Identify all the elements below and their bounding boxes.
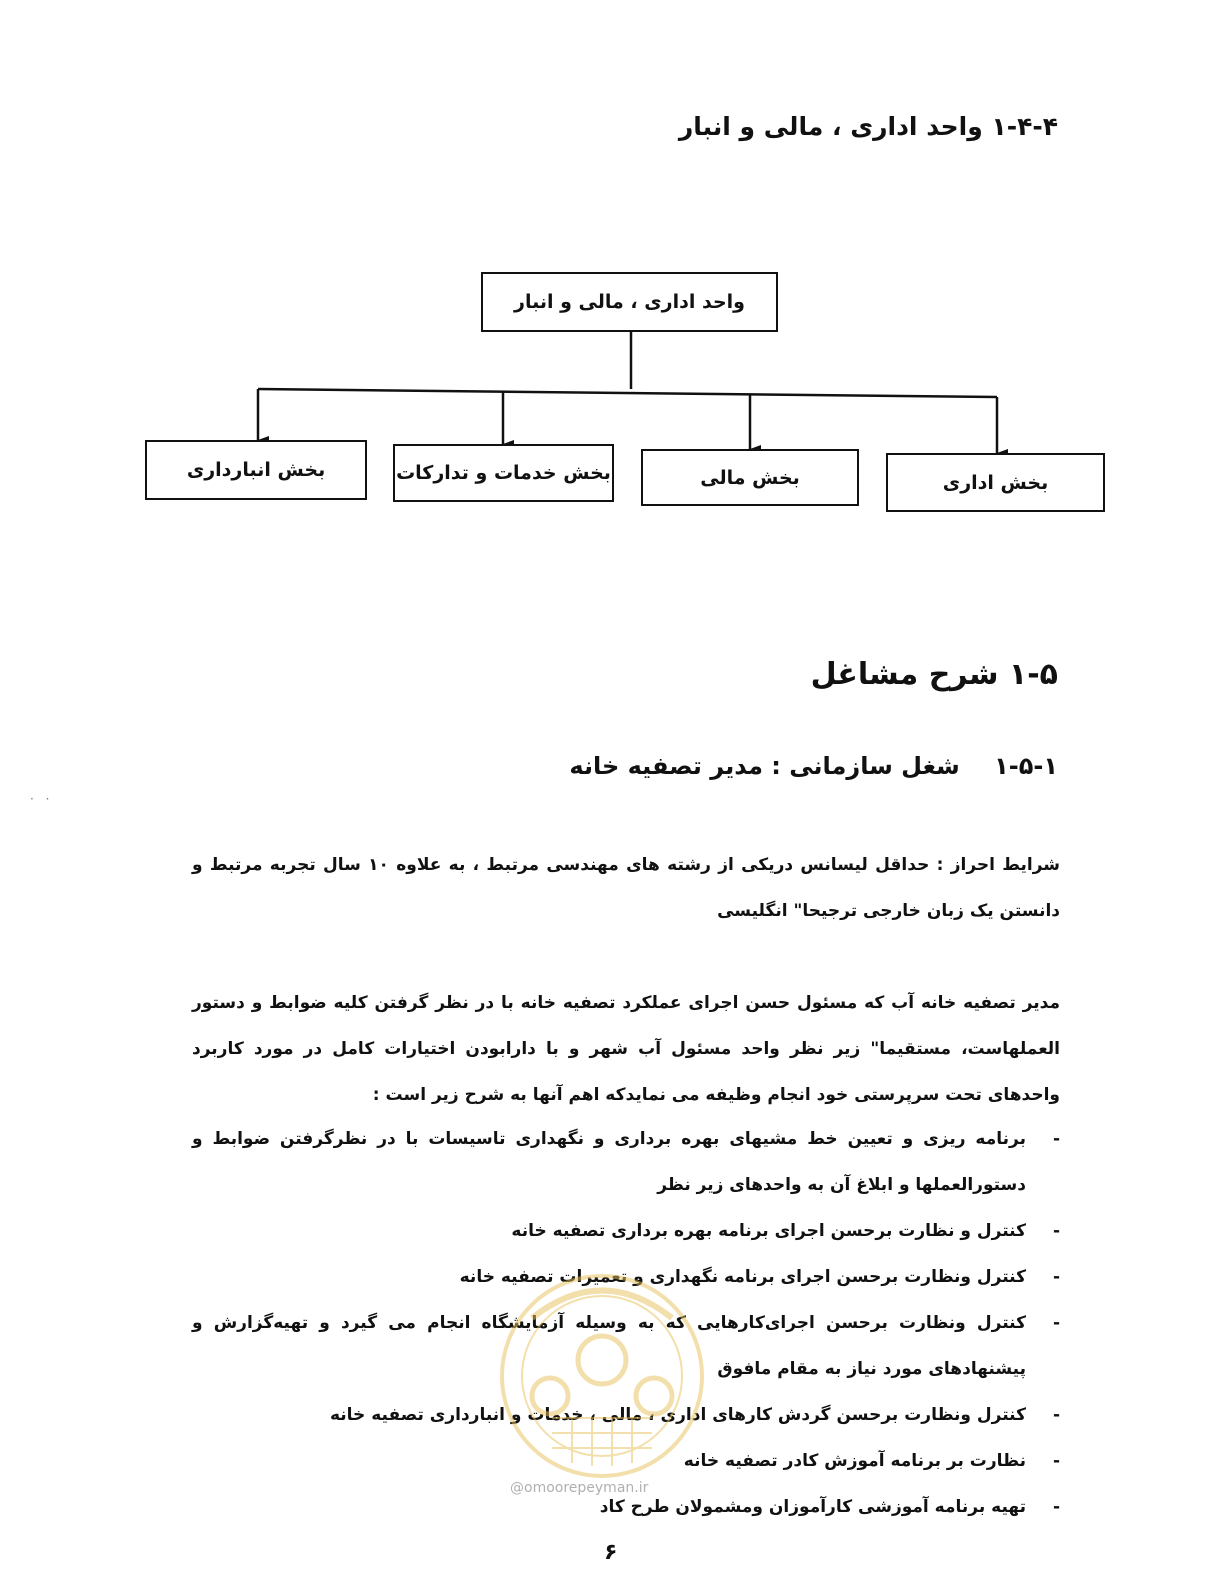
duty-item bbox=[192, 1300, 1060, 1392]
duty-text: نظارت بر برنامه آموزش کادر تصفیه خانه bbox=[683, 1451, 1026, 1471]
list-dash: - bbox=[1052, 1405, 1060, 1425]
job-title-number: ۱-۵-۱ bbox=[994, 752, 1058, 780]
duty-text: کنترل ونظارت برحسن گردش کارهای اداری ، مالی ، خدمات و انبارداری تصفیه خانه bbox=[329, 1405, 1026, 1425]
job-title-heading bbox=[569, 752, 1058, 780]
duty-text: کنترل و نظارت برحسن اجرای برنامه بهره برداری تصفیه خانه bbox=[511, 1221, 1026, 1241]
job-descriptions-heading: ۱-۵ شرح مشاغل bbox=[810, 657, 1058, 692]
duty-text: برنامه ریزی و تعیین خط مشیهای بهره برداری و نگهداری تاسیسات با در نظرگرفتن ضوابط و دستورالعملها و ابلاغ آن به واحدهای زیر نظر bbox=[192, 1129, 1026, 1195]
page-number: ۶ bbox=[604, 1540, 618, 1565]
list-dash: - bbox=[1052, 1313, 1060, 1333]
list-dash: - bbox=[1052, 1497, 1060, 1517]
duty-text: کنترل ونظارت برحسن اجرای برنامه نگهداری و تعمیرات تصفیه خانه bbox=[459, 1267, 1026, 1287]
connector-bus bbox=[258, 389, 997, 397]
list-dash: - bbox=[1052, 1221, 1060, 1241]
org-box-administrative: بخش اداری bbox=[886, 453, 1105, 512]
duty-item bbox=[192, 1116, 1060, 1208]
qualifications-paragraph: شرایط احراز : حداقل لیسانس دریکی از رشته های مهندسی مرتبط ، به علاوه ۱۰ سال تجربه مرتبط و دانستن یک زبان خارجی ترجیحا" انگلیسی bbox=[192, 855, 1060, 921]
org-box-services-procurement: بخش خدمات و تدارکات bbox=[393, 444, 614, 502]
org-chart bbox=[0, 0, 1228, 600]
org-box-root: واحد اداری ، مالی و انبار bbox=[481, 272, 778, 332]
duties-list bbox=[192, 1116, 1060, 1530]
scan-artifact: · · bbox=[30, 792, 54, 806]
duty-item bbox=[192, 1254, 1060, 1300]
duty-text: کنترل ونظارت برحسن اجرای‌کارهایی که به وسیله آزمایشگاه انجام می گیرد و تهیه‌گزارش و پیشنهادهای مورد نیاز به مقام مافوق bbox=[192, 1313, 1026, 1379]
org-box-financial: بخش مالی bbox=[641, 449, 859, 506]
job-description-paragraph: مدیر تصفیه خانه آب که مسئول حسن اجرای عملکرد تصفیه خانه با در نظر گرفتن کلیه ضوابط و دستور العملهاست، مستقیما" زیر نظر واحد مسئول آب شهر و با دارابودن اختیارات کامل در مورد کاربرد واحدهای تحت سرپرستی خود انجام وظیفه می نمایدکه اهم آنها به شرح زیر است : bbox=[192, 993, 1060, 1105]
duty-item bbox=[192, 1208, 1060, 1254]
duty-item bbox=[192, 1392, 1060, 1438]
duty-item bbox=[192, 1438, 1060, 1484]
list-dash: - bbox=[1052, 1451, 1060, 1471]
org-box-warehousing: بخش انبارداری bbox=[145, 440, 367, 500]
watermark-site-text: @omoorepeyman.ir bbox=[510, 1480, 649, 1496]
list-dash: - bbox=[1052, 1267, 1060, 1287]
duty-text: تهیه برنامه آموزشی کارآموزان ومشمولان طرح کاد bbox=[599, 1497, 1026, 1517]
list-dash: - bbox=[1052, 1129, 1060, 1149]
section-title: ۱-۴-۴ واحد اداری ، مالی و انبار bbox=[678, 112, 1058, 141]
job-title-text: شغل سازمانی : مدیر تصفیه خانه bbox=[569, 752, 960, 780]
